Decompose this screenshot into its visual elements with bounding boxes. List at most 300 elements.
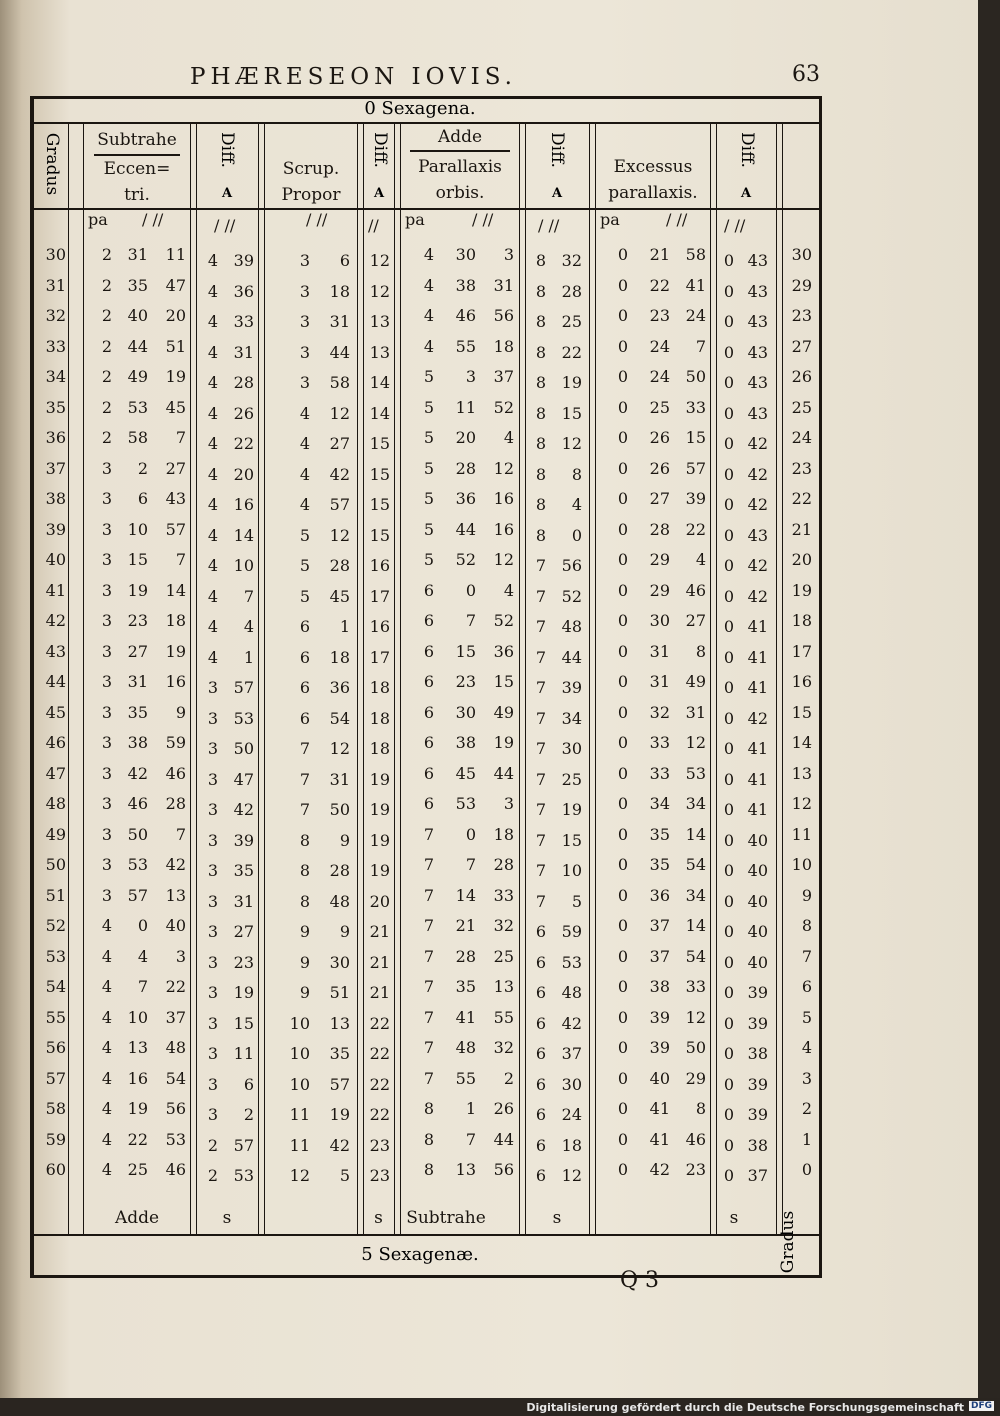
parallaxis-seconds: 44 bbox=[493, 1129, 514, 1149]
diff-a3-minutes: 8 bbox=[535, 373, 546, 392]
interleaved-row bbox=[0, 765, 978, 796]
scrup-minutes: 3 bbox=[299, 312, 310, 331]
digitization-footer bbox=[0, 1398, 1000, 1416]
parallaxis-parts: 5 bbox=[423, 489, 434, 508]
diff-a3-seconds: 30 bbox=[561, 1074, 582, 1094]
excessus-parts: 0 bbox=[617, 763, 628, 783]
eccentri-seconds: 18 bbox=[165, 611, 186, 630]
interleaved-row bbox=[0, 1070, 978, 1101]
diff-a2-seconds: 13 bbox=[369, 312, 390, 331]
eccentri-minutes: 46 bbox=[127, 794, 148, 813]
excessus-parts: 0 bbox=[617, 641, 628, 661]
dfg-logo: DFG bbox=[970, 1401, 992, 1411]
eccentri-seconds: 28 bbox=[165, 794, 186, 813]
signature-mark: Q 3 bbox=[620, 1268, 660, 1293]
diff-a4-seconds: 38 bbox=[747, 1044, 768, 1063]
gradus-cell: 31 bbox=[45, 275, 66, 295]
diff-a4-minutes: 0 bbox=[723, 251, 734, 270]
diff-a3-seconds: 48 bbox=[561, 983, 582, 1002]
diff-a3-seconds: 25 bbox=[561, 312, 582, 331]
diff-a4-minutes: 0 bbox=[723, 983, 734, 1002]
excessus-minutes: 42 bbox=[649, 1160, 670, 1179]
excessus-seconds: 50 bbox=[685, 1038, 706, 1057]
diff-a2-seconds: 21 bbox=[369, 922, 390, 941]
interleaved-row bbox=[0, 490, 978, 521]
excessus-seconds: 31 bbox=[685, 702, 706, 722]
scrup-seconds: 12 bbox=[329, 403, 350, 423]
diff-a4-seconds: 42 bbox=[747, 556, 768, 575]
parallaxis-parts: 7 bbox=[423, 885, 434, 905]
eccentri-seconds: 11 bbox=[165, 245, 186, 264]
top-sexagena-label: 0 Sexagena. bbox=[364, 98, 476, 119]
excessus-minutes: 24 bbox=[649, 367, 670, 386]
eccentri-minutes: 22 bbox=[127, 1129, 148, 1149]
diff-a1-minutes: 3 bbox=[207, 1044, 218, 1063]
excessus-seconds: 12 bbox=[685, 1007, 706, 1027]
diff-a3-seconds: 8 bbox=[571, 464, 582, 484]
parallaxis-parts: 7 bbox=[423, 1038, 434, 1057]
gradus-cell: 30 bbox=[45, 245, 66, 264]
eccentri-minutes: 35 bbox=[127, 702, 148, 722]
parallaxis-minutes: 55 bbox=[455, 336, 476, 356]
parallaxis-minutes: 44 bbox=[455, 519, 476, 539]
diff-a4-minutes: 0 bbox=[723, 1135, 734, 1155]
diff-a1-seconds: 6 bbox=[243, 1074, 254, 1094]
gradus-complement-cell: 21 bbox=[791, 519, 812, 539]
parallaxis-seconds: 32 bbox=[493, 1038, 514, 1057]
interleaved-row bbox=[0, 704, 978, 735]
eccentri-minutes: 53 bbox=[127, 855, 148, 874]
eccentri-parts: 4 bbox=[101, 946, 112, 966]
parallaxis-seconds: 28 bbox=[493, 855, 514, 874]
diff-a4-seconds: 40 bbox=[747, 830, 768, 850]
diff-a1-minutes: 3 bbox=[207, 861, 218, 880]
gradus-cell: 49 bbox=[45, 824, 66, 844]
interleaved-row bbox=[0, 1131, 978, 1162]
eccentri-minutes: 4 bbox=[137, 946, 148, 966]
eccentri-parts: 3 bbox=[101, 824, 112, 844]
interleaved-row bbox=[0, 643, 978, 674]
gradus-complement-cell: 10 bbox=[791, 855, 812, 874]
parallaxis-seconds: 56 bbox=[493, 1160, 514, 1179]
eccentri-parts: 4 bbox=[101, 1038, 112, 1057]
eccentri-parts: 4 bbox=[101, 916, 112, 935]
parallaxis-parts: 4 bbox=[423, 245, 434, 264]
diff-a1-minutes: 3 bbox=[207, 739, 218, 758]
eccentri-minutes: 42 bbox=[127, 763, 148, 783]
excessus-seconds: 23 bbox=[685, 1160, 706, 1179]
diff-a4-minutes: 0 bbox=[723, 678, 734, 697]
diff-a4-minutes: 0 bbox=[723, 464, 734, 484]
diff-a2-seconds: 20 bbox=[369, 891, 390, 911]
excessus-parts: 0 bbox=[617, 977, 628, 996]
parallaxis-parts: 5 bbox=[423, 458, 434, 478]
eccentri-minutes: 6 bbox=[137, 489, 148, 508]
interleaved-row bbox=[0, 1039, 978, 1070]
diff-a2-seconds: 14 bbox=[369, 373, 390, 392]
gradus-complement-cell: 7 bbox=[801, 946, 812, 966]
diff-a3-minutes: 8 bbox=[535, 281, 546, 301]
parallaxis-parts: 8 bbox=[423, 1129, 434, 1149]
diff-a4-minutes: 0 bbox=[723, 800, 734, 819]
excessus-seconds: 27 bbox=[685, 611, 706, 630]
scrup-seconds: 42 bbox=[329, 1135, 350, 1155]
colophon-text: Digitalisierung gefördert durch die Deutsche Forschungsgemeinschaft bbox=[526, 1401, 964, 1414]
scrup-minutes: 6 bbox=[299, 678, 310, 697]
parallaxis-seconds: 32 bbox=[493, 916, 514, 935]
eccentri-parts: 2 bbox=[101, 428, 112, 447]
excessus-parts: 0 bbox=[617, 580, 628, 600]
diff-a1-seconds: 15 bbox=[233, 1013, 254, 1033]
parallaxis-seconds: 55 bbox=[493, 1007, 514, 1027]
diff-a3-seconds: 59 bbox=[561, 922, 582, 941]
gradus-complement-cell: 11 bbox=[791, 824, 812, 844]
excessus-seconds: 54 bbox=[685, 946, 706, 966]
interleaved-row bbox=[0, 978, 978, 1009]
scrup-minutes: 7 bbox=[299, 800, 310, 819]
parallaxis-minutes: 38 bbox=[455, 733, 476, 752]
parallaxis-minutes: 23 bbox=[455, 672, 476, 691]
parallaxis-parts: 8 bbox=[423, 1099, 434, 1118]
scrup-minutes: 6 bbox=[299, 617, 310, 636]
parallaxis-parts: 6 bbox=[423, 641, 434, 661]
parallaxis-seconds: 19 bbox=[493, 733, 514, 752]
scrup-seconds: 13 bbox=[329, 1013, 350, 1033]
scrup-minutes: 3 bbox=[299, 281, 310, 301]
diff-a3-minutes: 7 bbox=[535, 861, 546, 880]
excessus-parts: 0 bbox=[617, 306, 628, 325]
scrup-seconds: 42 bbox=[329, 464, 350, 484]
gradus-complement-cell: 15 bbox=[791, 702, 812, 722]
eccentri-seconds: 56 bbox=[165, 1099, 186, 1118]
eccentri-seconds: 22 bbox=[165, 977, 186, 996]
scrup-seconds: 5 bbox=[339, 1166, 350, 1185]
parallaxis-seconds: 18 bbox=[493, 824, 514, 844]
header-diff-1: Diff. bbox=[217, 132, 237, 168]
diff-a1-seconds: 11 bbox=[233, 1044, 254, 1063]
diff-a3-minutes: 7 bbox=[535, 617, 546, 636]
unit-pa-3: pa bbox=[600, 210, 620, 229]
diff-a3-seconds: 19 bbox=[561, 373, 582, 392]
excessus-parts: 0 bbox=[617, 1068, 628, 1088]
parallaxis-seconds: 18 bbox=[493, 336, 514, 356]
diff-a4-seconds: 39 bbox=[747, 1105, 768, 1124]
diff-a1-seconds: 22 bbox=[233, 434, 254, 453]
scrup-seconds: 31 bbox=[329, 312, 350, 331]
diff-a1-minutes: 3 bbox=[207, 1105, 218, 1124]
diff-a4-minutes: 0 bbox=[723, 952, 734, 972]
diff-a4-minutes: 0 bbox=[723, 708, 734, 728]
diff-a3-minutes: 8 bbox=[535, 403, 546, 423]
eccentri-parts: 3 bbox=[101, 733, 112, 752]
unit-min-sec-6: / // bbox=[538, 216, 560, 235]
diff-a1-seconds: 53 bbox=[233, 1166, 254, 1185]
eccentri-parts: 3 bbox=[101, 458, 112, 478]
excessus-seconds: 12 bbox=[685, 733, 706, 752]
parallaxis-seconds: 3 bbox=[503, 794, 514, 813]
eccentri-minutes: 57 bbox=[127, 885, 148, 905]
eccentri-parts: 4 bbox=[101, 1129, 112, 1149]
eccentri-parts: 2 bbox=[101, 306, 112, 325]
eccentri-parts: 4 bbox=[101, 1160, 112, 1179]
excessus-minutes: 22 bbox=[649, 275, 670, 295]
gradus-complement-cell: 29 bbox=[791, 275, 812, 295]
diff-a3-minutes: 6 bbox=[535, 1074, 546, 1094]
eccentri-minutes: 10 bbox=[127, 1007, 148, 1027]
eccentri-seconds: 16 bbox=[165, 672, 186, 691]
diff-a4-seconds: 43 bbox=[747, 373, 768, 392]
diff-a1-seconds: 47 bbox=[233, 769, 254, 789]
parallaxis-seconds: 37 bbox=[493, 367, 514, 386]
gradus-cell: 53 bbox=[45, 946, 66, 966]
gradus-cell: 55 bbox=[45, 1007, 66, 1027]
excessus-parts: 0 bbox=[617, 702, 628, 722]
diff-a1-minutes: 4 bbox=[207, 312, 218, 331]
diff-a4-seconds: 41 bbox=[747, 769, 768, 789]
diff-a3-minutes: 7 bbox=[535, 830, 546, 850]
parallaxis-parts: 6 bbox=[423, 672, 434, 691]
excessus-parts: 0 bbox=[617, 672, 628, 691]
parallaxis-minutes: 7 bbox=[465, 611, 476, 630]
diff-a4-seconds: 40 bbox=[747, 891, 768, 911]
scrup-seconds: 36 bbox=[329, 678, 350, 697]
scrup-minutes: 7 bbox=[299, 739, 310, 758]
gradus-cell: 42 bbox=[45, 611, 66, 630]
gradus-complement-cell: 13 bbox=[791, 763, 812, 783]
diff-a2-seconds: 22 bbox=[369, 1074, 390, 1094]
diff-a2-seconds: 23 bbox=[369, 1166, 390, 1185]
diff-a1-minutes: 2 bbox=[207, 1135, 218, 1155]
eccentri-seconds: 51 bbox=[165, 336, 186, 356]
gradus-cell: 59 bbox=[45, 1129, 66, 1149]
gradus-cell: 36 bbox=[45, 428, 66, 447]
interleaved-row bbox=[0, 246, 978, 277]
parallaxis-minutes: 21 bbox=[455, 916, 476, 935]
diff-a3-minutes: 7 bbox=[535, 678, 546, 697]
excessus-seconds: 49 bbox=[685, 672, 706, 691]
parallaxis-minutes: 13 bbox=[455, 1160, 476, 1179]
excessus-seconds: 8 bbox=[695, 641, 706, 661]
diff-a3-minutes: 6 bbox=[535, 1044, 546, 1063]
scrup-minutes: 9 bbox=[299, 983, 310, 1002]
interleaved-row bbox=[0, 338, 978, 369]
eccentri-minutes: 40 bbox=[127, 306, 148, 325]
scrup-seconds: 1 bbox=[339, 617, 350, 636]
header-scrup-propor: Scrup. Propor bbox=[281, 159, 341, 205]
scrup-seconds: 18 bbox=[329, 281, 350, 301]
diff-a3-seconds: 0 bbox=[571, 525, 582, 545]
parallaxis-seconds: 33 bbox=[493, 885, 514, 905]
eccentri-parts: 3 bbox=[101, 489, 112, 508]
diff-a3-seconds: 42 bbox=[561, 1013, 582, 1033]
eccentri-parts: 2 bbox=[101, 245, 112, 264]
parallaxis-parts: 6 bbox=[423, 733, 434, 752]
diff-a4-minutes: 0 bbox=[723, 769, 734, 789]
scrup-seconds: 9 bbox=[339, 922, 350, 941]
diff-a1-minutes: 3 bbox=[207, 1013, 218, 1033]
parallaxis-minutes: 3 bbox=[465, 367, 476, 386]
gradus-cell: 51 bbox=[45, 885, 66, 905]
excessus-seconds: 33 bbox=[685, 397, 706, 417]
interleaved-row bbox=[0, 1161, 978, 1192]
diff-a2-seconds: 22 bbox=[369, 1013, 390, 1033]
eccentri-seconds: 37 bbox=[165, 1007, 186, 1027]
scrup-minutes: 10 bbox=[289, 1013, 310, 1033]
interleaved-row bbox=[0, 429, 978, 460]
excessus-seconds: 24 bbox=[685, 306, 706, 325]
scrup-seconds: 28 bbox=[329, 556, 350, 575]
diff-a2-seconds: 15 bbox=[369, 495, 390, 514]
parallaxis-seconds: 56 bbox=[493, 306, 514, 325]
parallaxis-seconds: 26 bbox=[493, 1099, 514, 1118]
diff-a4-seconds: 41 bbox=[747, 739, 768, 758]
diff-a3-minutes: 6 bbox=[535, 1105, 546, 1124]
gradus-complement-cell: 23 bbox=[791, 458, 812, 478]
eccentri-parts: 3 bbox=[101, 641, 112, 661]
diff-a2-seconds: 19 bbox=[369, 861, 390, 880]
excessus-parts: 0 bbox=[617, 1099, 628, 1118]
diff-a1-seconds: 42 bbox=[233, 800, 254, 819]
interleaved-row bbox=[0, 368, 978, 399]
parallaxis-parts: 4 bbox=[423, 336, 434, 356]
diff-a1-minutes: 4 bbox=[207, 464, 218, 484]
diff-a3-seconds: 52 bbox=[561, 586, 582, 606]
parallaxis-parts: 6 bbox=[423, 794, 434, 813]
running-head: PHÆRESEON IOVIS. bbox=[190, 64, 517, 90]
interleaved-row bbox=[0, 917, 978, 948]
eccentri-seconds: 46 bbox=[165, 1160, 186, 1179]
header-diff-3: Diff. bbox=[547, 132, 567, 168]
diff-a1-minutes: 4 bbox=[207, 251, 218, 270]
gradus-complement-cell: 5 bbox=[801, 1007, 812, 1027]
diff-a3-seconds: 12 bbox=[561, 434, 582, 453]
eccentri-minutes: 27 bbox=[127, 641, 148, 661]
eccentri-seconds: 7 bbox=[175, 428, 186, 447]
excessus-minutes: 26 bbox=[649, 458, 670, 478]
excessus-seconds: 41 bbox=[685, 275, 706, 295]
gradus-complement-cell: 22 bbox=[791, 489, 812, 508]
gradus-complement-cell: 3 bbox=[801, 1068, 812, 1088]
diff-a3-minutes: 7 bbox=[535, 800, 546, 819]
excessus-parts: 0 bbox=[617, 885, 628, 905]
diff-a4-seconds: 41 bbox=[747, 678, 768, 697]
diff-a1-minutes: 3 bbox=[207, 1074, 218, 1094]
diff-a4-minutes: 0 bbox=[723, 830, 734, 850]
diff-a4-seconds: 39 bbox=[747, 1013, 768, 1033]
interleaved-row bbox=[0, 399, 978, 430]
diff-a1-seconds: 57 bbox=[233, 678, 254, 697]
excessus-parts: 0 bbox=[617, 916, 628, 935]
diff-a3-seconds: 30 bbox=[561, 739, 582, 758]
excessus-parts: 0 bbox=[617, 336, 628, 356]
footer-subtrahe: Subtrahe bbox=[406, 1208, 486, 1228]
diff-a3-minutes: 7 bbox=[535, 586, 546, 606]
diff-a1-seconds: 31 bbox=[233, 891, 254, 911]
parallaxis-seconds: 15 bbox=[493, 672, 514, 691]
diff-a2-seconds: 15 bbox=[369, 464, 390, 484]
diff-a1-seconds: 35 bbox=[233, 861, 254, 880]
interleaved-row bbox=[0, 582, 978, 613]
parallaxis-parts: 7 bbox=[423, 855, 434, 874]
diff-a1-seconds: 1 bbox=[243, 647, 254, 667]
diff-a4-seconds: 42 bbox=[747, 495, 768, 514]
excessus-parts: 0 bbox=[617, 794, 628, 813]
excessus-minutes: 27 bbox=[649, 489, 670, 508]
gradus-complement-cell: 30 bbox=[791, 245, 812, 264]
scrup-seconds: 12 bbox=[329, 525, 350, 545]
excessus-minutes: 39 bbox=[649, 1038, 670, 1057]
diff-a3-minutes: 7 bbox=[535, 891, 546, 911]
eccentri-seconds: 9 bbox=[175, 702, 186, 722]
diff-a4-seconds: 43 bbox=[747, 312, 768, 331]
parallaxis-seconds: 12 bbox=[493, 458, 514, 478]
diff-a4-minutes: 0 bbox=[723, 739, 734, 758]
diff-a4-minutes: 0 bbox=[723, 586, 734, 606]
parallaxis-minutes: 48 bbox=[455, 1038, 476, 1057]
diff-a3-seconds: 39 bbox=[561, 678, 582, 697]
excessus-seconds: 34 bbox=[685, 794, 706, 813]
gradus-cell: 57 bbox=[45, 1068, 66, 1088]
gradus-cell: 39 bbox=[45, 519, 66, 539]
parallaxis-seconds: 16 bbox=[493, 519, 514, 539]
eccentri-parts: 2 bbox=[101, 275, 112, 295]
diff-a1-seconds: 16 bbox=[233, 495, 254, 514]
diff-a4-seconds: 42 bbox=[747, 464, 768, 484]
parallaxis-minutes: 11 bbox=[455, 397, 476, 417]
excessus-minutes: 25 bbox=[649, 397, 670, 417]
diff-a3-seconds: 56 bbox=[561, 556, 582, 575]
scrup-minutes: 6 bbox=[299, 708, 310, 728]
parallaxis-minutes: 1 bbox=[465, 1099, 476, 1118]
diff-a4-seconds: 43 bbox=[747, 281, 768, 301]
diff-a1-seconds: 36 bbox=[233, 281, 254, 301]
scrup-seconds: 57 bbox=[329, 1074, 350, 1094]
excessus-minutes: 34 bbox=[649, 794, 670, 813]
excessus-parts: 0 bbox=[617, 367, 628, 386]
diff-a4-seconds: 43 bbox=[747, 251, 768, 270]
excessus-seconds: 14 bbox=[685, 916, 706, 935]
eccentri-seconds: 3 bbox=[175, 946, 186, 966]
gradus-cell: 44 bbox=[45, 672, 66, 691]
excessus-minutes: 33 bbox=[649, 763, 670, 783]
eccentri-parts: 4 bbox=[101, 1099, 112, 1118]
diff-a1-minutes: 3 bbox=[207, 830, 218, 850]
scrup-minutes: 9 bbox=[299, 952, 310, 972]
diff-a4-seconds: 42 bbox=[747, 708, 768, 728]
diff-a2-seconds: 18 bbox=[369, 739, 390, 758]
parallaxis-parts: 4 bbox=[423, 306, 434, 325]
eccentri-minutes: 53 bbox=[127, 397, 148, 417]
header-subtrahe: Subtrahe bbox=[97, 130, 177, 150]
excessus-minutes: 29 bbox=[649, 580, 670, 600]
diff-a4-seconds: 37 bbox=[747, 1166, 768, 1185]
parallaxis-parts: 5 bbox=[423, 550, 434, 569]
gradus-complement-cell: 27 bbox=[791, 336, 812, 356]
eccentri-parts: 3 bbox=[101, 672, 112, 691]
eccentri-seconds: 27 bbox=[165, 458, 186, 478]
diff-a4-minutes: 0 bbox=[723, 1044, 734, 1063]
gradus-cell: 41 bbox=[45, 580, 66, 600]
header-diff-2: Diff. bbox=[370, 132, 390, 168]
diff-a3-minutes: 6 bbox=[535, 952, 546, 972]
parallaxis-parts: 7 bbox=[423, 824, 434, 844]
interleaved-row bbox=[0, 734, 978, 765]
header-parallaxis-orbis: Parallaxis orbis. bbox=[418, 157, 502, 203]
excessus-seconds: 22 bbox=[685, 519, 706, 539]
diff-a3-seconds: 15 bbox=[561, 830, 582, 850]
diff-a2-seconds: 16 bbox=[369, 617, 390, 636]
eccentri-minutes: 0 bbox=[137, 916, 148, 935]
